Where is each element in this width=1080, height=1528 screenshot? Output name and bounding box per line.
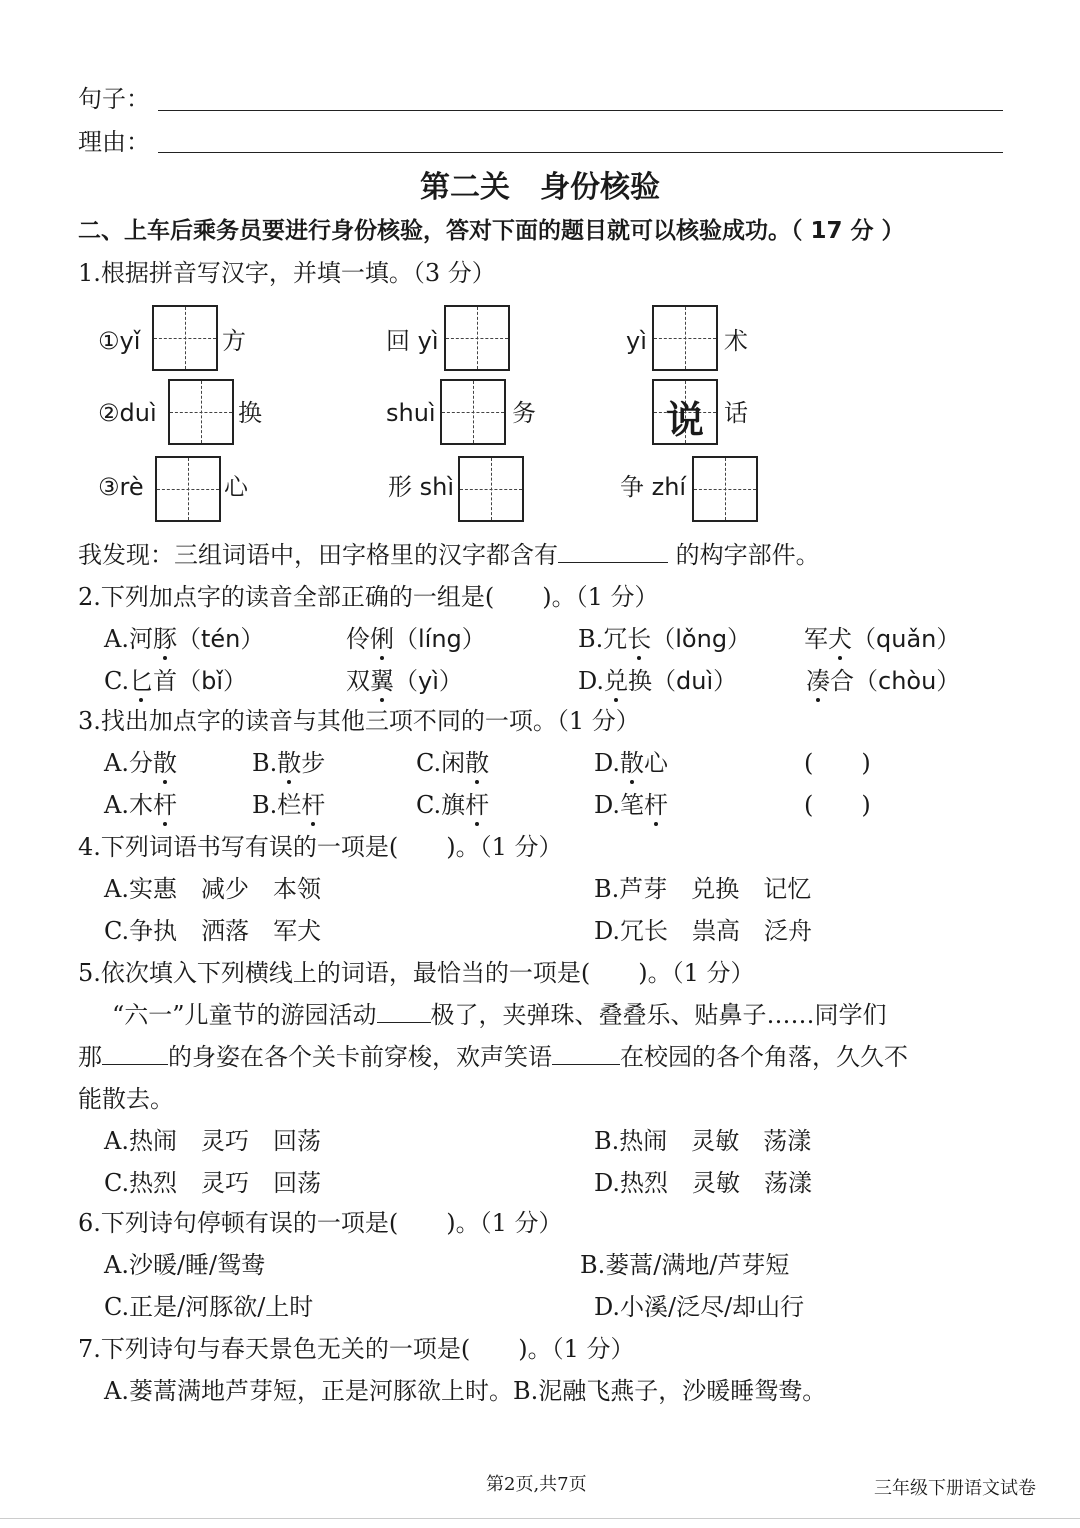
q6-option-a: A.沙暖/睡/鸳鸯 [104,1251,266,1279]
q1-r2-a-grid[interactable] [168,379,234,445]
q4-option-c: C.争执 洒落 军犬 [104,917,322,945]
q5-blank-3[interactable] [552,1042,620,1065]
q7-options-ab: A.蒌蒿满地芦芽短，正是河豚欲上时。B.泥融飞燕子，沙暖睡鸳鸯。 [104,1377,827,1405]
q5-option-b: B.热闹 灵敏 荡漾 [594,1127,812,1155]
q1-r2-c-char: 说 [665,397,704,442]
q6-stem: 6.下列诗句停顿有误的一项是( )。（1 分） [78,1209,563,1237]
q1-r3-c-grid[interactable] [692,456,758,522]
q5-passage-line3: 能散去。 [78,1085,174,1113]
q1-r1-b-grid[interactable] [444,305,510,371]
section-title: 第二关 身份核验 [420,170,660,205]
q1-discover-post: 的构字部件。 [675,541,820,569]
exam-title: 三年级下册语文试卷 [874,1478,1036,1499]
q1-r3-c-pinyin: 争 zhí [620,473,687,501]
q2-option-b2: 军犬（quǎn） [804,625,961,653]
q2-option-d1: D.兑换（duì） [578,667,738,695]
q5-option-d: D.热烈 灵敏 荡漾 [594,1169,813,1197]
q1-stem: 1.根据拼音写汉字，并填一填。（3 分） [78,259,496,287]
q2-option-a1: A.河豚（tén） [104,625,265,653]
q1-r3-a-grid[interactable] [155,456,221,522]
q3-r2-a: A.木杆 [104,791,177,819]
q3-r2-c: C.旗杆 [416,791,490,819]
q3-r1-a: A.分散 [104,749,177,777]
q1-r3-a-pinyin: ③rè [98,473,144,501]
q3-r2-b: B.栏杆 [252,791,326,819]
q5-option-a: A.热闹 灵巧 回荡 [104,1127,321,1155]
q5-option-c: C.热烈 灵巧 回荡 [104,1169,322,1197]
reason-label: 理由： [78,128,150,156]
q1-r1-c-grid[interactable] [652,305,718,371]
page-bottom-rule [0,1518,1080,1519]
page-number: 第2页,共7页 [486,1474,587,1495]
q4-option-b: B.芦芽 兑换 记忆 [594,875,812,903]
q2-option-b1: B.冗长（lǒng） [578,625,752,653]
q3-r2-d: D.笔杆 [594,791,669,819]
q2-option-a2: 伶俐（líng） [346,625,486,653]
q3-stem: 3.找出加点字的读音与其他三项不同的一项。（1 分） [78,707,640,735]
q1-discover [78,540,820,570]
q1-r2-b-after: 务 [512,399,536,427]
q1-r1-a-grid[interactable] [152,305,218,371]
q6-option-c: C.正是/河豚欲/上时 [104,1293,314,1321]
q1-r1-b-pinyin: 回 yì [386,327,439,355]
q5-blank-2[interactable] [102,1042,168,1065]
q1-r3-a-after: 心 [224,473,248,501]
q5-passage-line2: 那 的身姿在各个关卡前穿梭，欢声笑语 在校园的各个角落，久久不 [78,1043,908,1071]
q5-passage-line1: “六一”儿童节的游园活动 极了，夹弹珠、叠叠乐、贴鼻子……同学们 [112,1001,887,1029]
sentence-label: 句子： [78,85,150,113]
q3-r1-b: B.散步 [252,749,326,777]
q4-option-a: A.实惠 减少 本领 [104,875,321,903]
q4-option-d: D.冗长 祟高 泛舟 [594,917,813,945]
q6-option-d: D.小溪/泛尽/却山行 [594,1293,805,1321]
q1-r1-a-pinyin: ①yǐ [98,327,141,355]
q1-r3-b-grid[interactable] [458,456,524,522]
q1-r1-a-after: 方 [222,327,246,355]
section-heading: 二、上车后乘务员要进行身份核验，答对下面的题目就可以核验成功。（ 17 分 ） [78,218,905,244]
q5-blank-1[interactable] [377,1000,431,1023]
sentence-answer-line[interactable] [158,110,1003,111]
q1-r2-b-pinyin: shuì [386,399,436,427]
q2-option-d2: 凑合（chòu） [806,667,961,695]
reason-answer-line[interactable] [158,152,1003,153]
q1-r2-a-pinyin: ②duì [98,399,157,427]
q1-discover-pre: 我发现：三组词语中，田字格里的汉字都含有 [78,541,558,569]
q3-r1-answer[interactable]: ( ) [804,749,871,777]
q4-stem: 4.下列词语书写有误的一项是( )。（1 分） [78,833,563,861]
q2-option-c1: C.匕首（bǐ） [104,667,248,695]
q2-stem: 2.下列加点字的读音全部正确的一组是( )。（1 分） [78,583,659,611]
q3-r1-c: C.闲散 [416,749,490,777]
q1-r3-b-pinyin: 形 shì [388,473,455,501]
q1-r2-c-after: 话 [724,399,748,427]
q1-discover-blank[interactable] [558,540,668,563]
q7-stem: 7.下列诗句与春天景色无关的一项是( )。（1 分） [78,1335,635,1363]
q6-option-b: B.蒌蒿/满地/芦芽短 [580,1251,790,1279]
q1-r1-c-after: 术 [724,327,748,355]
q1-r1-c-pinyin: yì [626,327,647,355]
q3-r1-d: D.散心 [594,749,669,777]
q5-stem: 5.依次填入下列横线上的词语，最恰当的一项是( )。（1 分） [78,959,755,987]
q2-option-c2: 双翼（yì） [346,667,463,695]
q1-r2-c-grid [652,379,718,445]
q1-r2-b-grid[interactable] [440,379,506,445]
q1-r2-a-after: 换 [238,399,262,427]
q3-r2-answer[interactable]: ( ) [804,791,871,819]
